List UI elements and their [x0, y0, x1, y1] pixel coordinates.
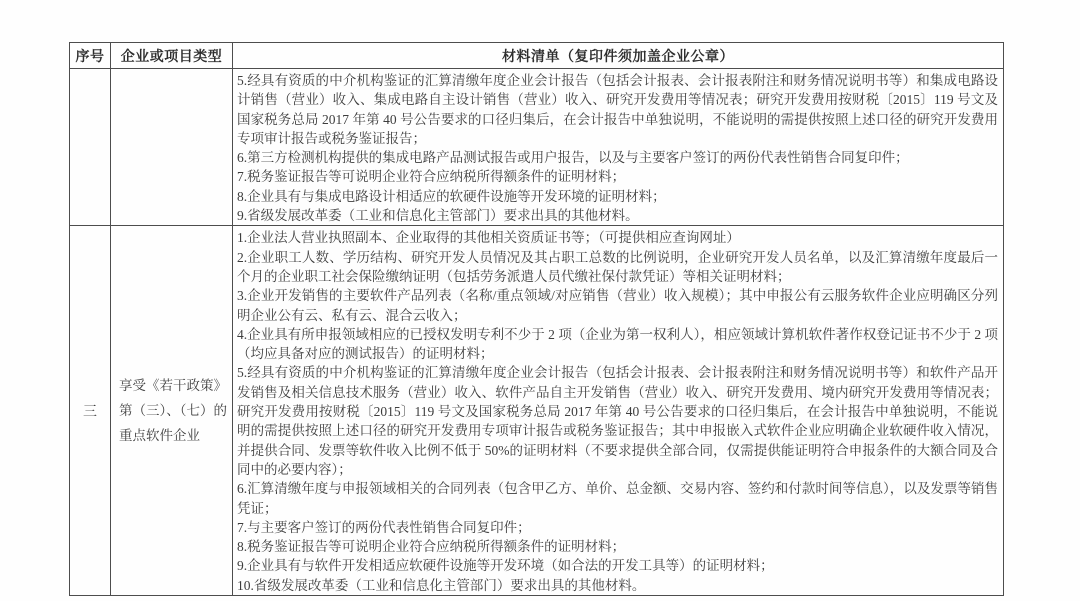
- material-item: 8.税务鉴证报告等可说明企业符合应纳税所得额条件的证明材料；: [237, 539, 626, 555]
- material-item: 7.与主要客户签订的两份代表性销售合同复印件；: [237, 519, 531, 535]
- header-seq: 序号: [70, 43, 111, 69]
- material-item: 6.汇算清缴年度与申报领域相关的合同列表（包含甲乙方、单价、总金额、交易内容、签约和付款时间等信息），以及发票等销售凭证；: [237, 481, 998, 516]
- materials-cell: [233, 69, 1004, 226]
- material-item: 6.第三方检测机构提供的集成电路产品测试报告或用户报告，以及与主要客户签订的两份代表性销售合同复印件；: [237, 150, 909, 166]
- enterprise-type-cell: 享受《若干政策》第（三）、（七）的重点软件企业: [111, 226, 233, 596]
- material-item: 1.企业法人营业执照副本、企业取得的其他相关资质证书等；（可提供相应查询网址）: [237, 230, 740, 246]
- materials-table: [69, 42, 1004, 596]
- material-item: 8.企业具有与集成电路设计相适应的软硬件设施等开发环境的证明材料；: [237, 188, 666, 204]
- material-item: 9.企业具有与软件开发相适应软硬件设施等开发环境（如合法的开发工具等）的证明材料；: [237, 558, 774, 574]
- material-item: 2.企业职工人数、学历结构、研究开发人员情况及其占职工总数的比例说明，企业研究开发人员名单，以及汇算清缴年度最后一个月的企业职工社会保险缴纳证明（包括劳务派遣人员代缴社保付款凭证）等相关证明材料；: [237, 249, 998, 284]
- table-header-row: [70, 43, 1004, 69]
- material-item: 7.税务鉴证报告等可说明企业符合应纳税所得额条件的证明材料；: [237, 169, 626, 185]
- material-item: 9.省级发展改革委（工业和信息化主管部门）要求出具的其他材料。: [237, 208, 639, 224]
- table-row: [70, 226, 1004, 596]
- table-row: [70, 69, 1004, 226]
- material-item: 5.经具有资质的中介机构鉴证的汇算清缴年度企业会计报告（包括会计报表、会计报表附注和财务情况说明书等）和软件产品开发销售及相关信息技术服务（营业）收入、软件产品自主开发销售（营业）收入、研究开发费用、境内研究开发费用等情况表；研究开发费用按财税〔2015〕119 号文及国家税务总局 2017 年第 40 号公告要求的口径归集后，在会计报告中单独说明，不能说明的需提供按照上述口径的研究开发费用专项审计报告或税务鉴证报告；其中申报嵌入式软件企业应明确企业软硬件收入情况，并提供合同、发票等软件收入比例不低于 50%的证明材料（不要求提供全部合同，仅需提供能证明符合申报条件的大额合同及合同中的必要内容）；: [237, 365, 998, 477]
- material-item: 3.企业开发销售的主要软件产品列表（名称/重点领域/对应销售（营业）收入规模）；其中申报公有云服务软件企业应明确区分列明企业公有云、私有云、混合云收入；: [237, 288, 998, 323]
- enterprise-type-cell: [111, 69, 233, 226]
- material-item: 10.省级发展改革委（工业和信息化主管部门）要求出具的其他材料。: [237, 577, 646, 593]
- seq-cell: 三: [70, 226, 111, 596]
- header-enterprise-type: 企业或项目类型: [111, 43, 233, 69]
- material-item: 4.企业具有所申报领域相应的已授权发明专利不少于 2 项（企业为第一权利人），相应领域计算机软件著作权登记证书不少于 2 项（均应具备对应的测试报告）的证明材料；: [237, 326, 998, 362]
- seq-cell: [70, 69, 111, 226]
- header-materials-list: 材料清单（复印件须加盖企业公章）: [233, 43, 1004, 69]
- material-item: 5.经具有资质的中介机构鉴证的汇算清缴年度企业会计报告（包括会计报表、会计报表附注和财务情况说明书等）和集成电路设计销售（营业）收入、集成电路自主设计销售（营业）收入、研究开发费用等情况表；研究开发费用按财税〔2015〕119 号文及国家税务总局 2017 年第 40 号公告要求的口径归集后，在会计报告中单独说明，不能说明的需提供按照上述口径的研究开发费用专项审计报告或税务鉴证报告；: [237, 73, 998, 146]
- materials-cell: [233, 226, 1004, 596]
